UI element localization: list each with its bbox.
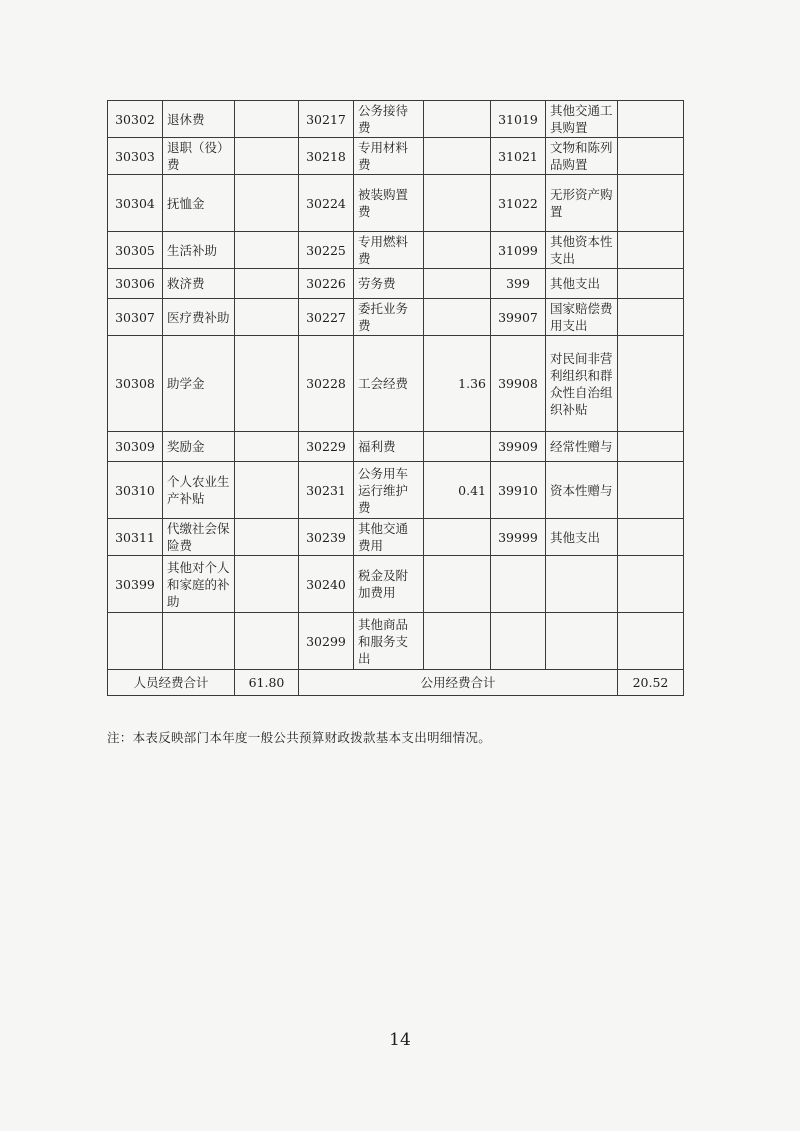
item-col-personnel: 救济费 <box>163 269 235 299</box>
code-col-other: 39910 <box>491 462 546 519</box>
code-col-personnel: 30310 <box>108 462 163 519</box>
code-col-other <box>491 613 546 670</box>
amount-col-other <box>618 462 684 519</box>
amount-col-other <box>618 138 684 175</box>
page-number: 14 <box>389 1030 411 1050</box>
amount-col-other <box>618 613 684 670</box>
item-col-other: 无形资产购置 <box>546 175 618 232</box>
code-col-other: 31022 <box>491 175 546 232</box>
table-row <box>108 101 684 138</box>
item-col-personnel: 代缴社会保险费 <box>163 519 235 556</box>
item-col-public: 公务接待费 <box>354 101 424 138</box>
public-total-label: 公用经费合计 <box>299 670 618 696</box>
table-row <box>108 269 684 299</box>
table-row <box>108 462 684 519</box>
code-col-personnel: 30303 <box>108 138 163 175</box>
amount-col-public <box>424 556 491 613</box>
amount-col-public <box>424 519 491 556</box>
amount-col-public <box>424 175 491 232</box>
item-col-other: 文物和陈列品购置 <box>546 138 618 175</box>
code-col-other: 31099 <box>491 232 546 269</box>
amount-col-personnel <box>235 299 299 336</box>
item-col-other: 对民间非营利组织和群众性自治组织补贴 <box>546 336 618 432</box>
amount-col-public <box>424 138 491 175</box>
item-col-other: 资本性赠与 <box>546 462 618 519</box>
amount-col-personnel <box>235 613 299 670</box>
amount-col-other <box>618 269 684 299</box>
code-col-public: 30225 <box>299 232 354 269</box>
amount-col-public <box>424 613 491 670</box>
item-col-public: 被装购置费 <box>354 175 424 232</box>
item-col-public: 福利费 <box>354 432 424 462</box>
code-col-personnel: 30307 <box>108 299 163 336</box>
code-col-public: 30240 <box>299 556 354 613</box>
personnel-total-value: 61.80 <box>235 670 299 696</box>
amount-col-public <box>424 232 491 269</box>
item-col-other: 国家赔偿费用支出 <box>546 299 618 336</box>
amount-col-other <box>618 336 684 432</box>
amount-col-public: 1.36 <box>424 336 491 432</box>
item-col-other: 经常性赠与 <box>546 432 618 462</box>
amount-col-personnel <box>235 462 299 519</box>
item-col-public: 公务用车运行维护费 <box>354 462 424 519</box>
item-col-personnel: 生活补助 <box>163 232 235 269</box>
amount-col-other <box>618 101 684 138</box>
amount-col-personnel <box>235 556 299 613</box>
code-col-personnel: 30302 <box>108 101 163 138</box>
code-col-other: 39999 <box>491 519 546 556</box>
amount-col-other <box>618 556 684 613</box>
code-col-public: 30217 <box>299 101 354 138</box>
amount-col-personnel <box>235 175 299 232</box>
item-col-public: 工会经费 <box>354 336 424 432</box>
table-row <box>108 613 684 670</box>
amount-col-public <box>424 269 491 299</box>
amount-col-personnel <box>235 336 299 432</box>
amount-col-personnel <box>235 519 299 556</box>
item-col-personnel: 医疗费补助 <box>163 299 235 336</box>
amount-col-personnel <box>235 138 299 175</box>
amount-col-other <box>618 232 684 269</box>
personnel-total-label: 人员经费合计 <box>108 670 235 696</box>
code-col-personnel: 30311 <box>108 519 163 556</box>
code-col-public: 30218 <box>299 138 354 175</box>
code-col-public: 30229 <box>299 432 354 462</box>
code-col-personnel: 30305 <box>108 232 163 269</box>
amount-col-personnel <box>235 232 299 269</box>
item-col-public: 劳务费 <box>354 269 424 299</box>
item-col-public: 专用燃料费 <box>354 232 424 269</box>
item-col-personnel: 奖励金 <box>163 432 235 462</box>
table-row <box>108 336 684 432</box>
item-col-public: 专用材料费 <box>354 138 424 175</box>
item-col-other <box>546 556 618 613</box>
item-col-personnel: 退休费 <box>163 101 235 138</box>
code-col-personnel: 30399 <box>108 556 163 613</box>
table-row <box>108 175 684 232</box>
item-col-public: 其他商品和服务支出 <box>354 613 424 670</box>
code-col-public: 30228 <box>299 336 354 432</box>
code-col-personnel: 30309 <box>108 432 163 462</box>
item-col-personnel: 退职（役）费 <box>163 138 235 175</box>
code-col-other: 39908 <box>491 336 546 432</box>
code-col-public: 30227 <box>299 299 354 336</box>
code-col-personnel: 30308 <box>108 336 163 432</box>
item-col-public: 税金及附加费用 <box>354 556 424 613</box>
code-col-other: 39909 <box>491 432 546 462</box>
table-row <box>108 232 684 269</box>
item-col-personnel <box>163 613 235 670</box>
amount-col-personnel <box>235 101 299 138</box>
code-col-public: 30226 <box>299 269 354 299</box>
table-row <box>108 556 684 613</box>
code-col-personnel: 30304 <box>108 175 163 232</box>
table-row <box>108 138 684 175</box>
code-col-public: 30224 <box>299 175 354 232</box>
table-body <box>108 101 684 670</box>
amount-col-other <box>618 299 684 336</box>
code-col-other <box>491 556 546 613</box>
amount-col-public <box>424 101 491 138</box>
item-col-personnel: 个人农业生产补贴 <box>163 462 235 519</box>
amount-col-public <box>424 432 491 462</box>
public-total-value: 20.52 <box>618 670 684 696</box>
code-col-other: 31019 <box>491 101 546 138</box>
item-col-other: 其他支出 <box>546 519 618 556</box>
table-row <box>108 432 684 462</box>
table-row <box>108 519 684 556</box>
item-col-other <box>546 613 618 670</box>
code-col-other: 39907 <box>491 299 546 336</box>
code-col-other: 31021 <box>491 138 546 175</box>
amount-col-other <box>618 175 684 232</box>
item-col-personnel: 其他对个人和家庭的补助 <box>163 556 235 613</box>
code-col-personnel <box>108 613 163 670</box>
item-col-personnel: 助学金 <box>163 336 235 432</box>
code-col-public: 30231 <box>299 462 354 519</box>
expenditure-detail-table <box>107 100 684 696</box>
table-row <box>108 299 684 336</box>
item-col-other: 其他交通工具购置 <box>546 101 618 138</box>
item-col-personnel: 抚恤金 <box>163 175 235 232</box>
amount-col-other <box>618 519 684 556</box>
item-col-other: 其他支出 <box>546 269 618 299</box>
item-col-public: 委托业务费 <box>354 299 424 336</box>
item-col-public: 其他交通费用 <box>354 519 424 556</box>
amount-col-public: 0.41 <box>424 462 491 519</box>
amount-col-personnel <box>235 269 299 299</box>
totals-row <box>108 670 684 696</box>
code-col-public: 30239 <box>299 519 354 556</box>
code-col-personnel: 30306 <box>108 269 163 299</box>
code-col-other: 399 <box>491 269 546 299</box>
code-col-public: 30299 <box>299 613 354 670</box>
table-note: 注：本表反映部门本年度一般公共预算财政拨款基本支出明细情况。 <box>107 730 492 745</box>
item-col-other: 其他资本性支出 <box>546 232 618 269</box>
amount-col-public <box>424 299 491 336</box>
amount-col-personnel <box>235 432 299 462</box>
amount-col-other <box>618 432 684 462</box>
